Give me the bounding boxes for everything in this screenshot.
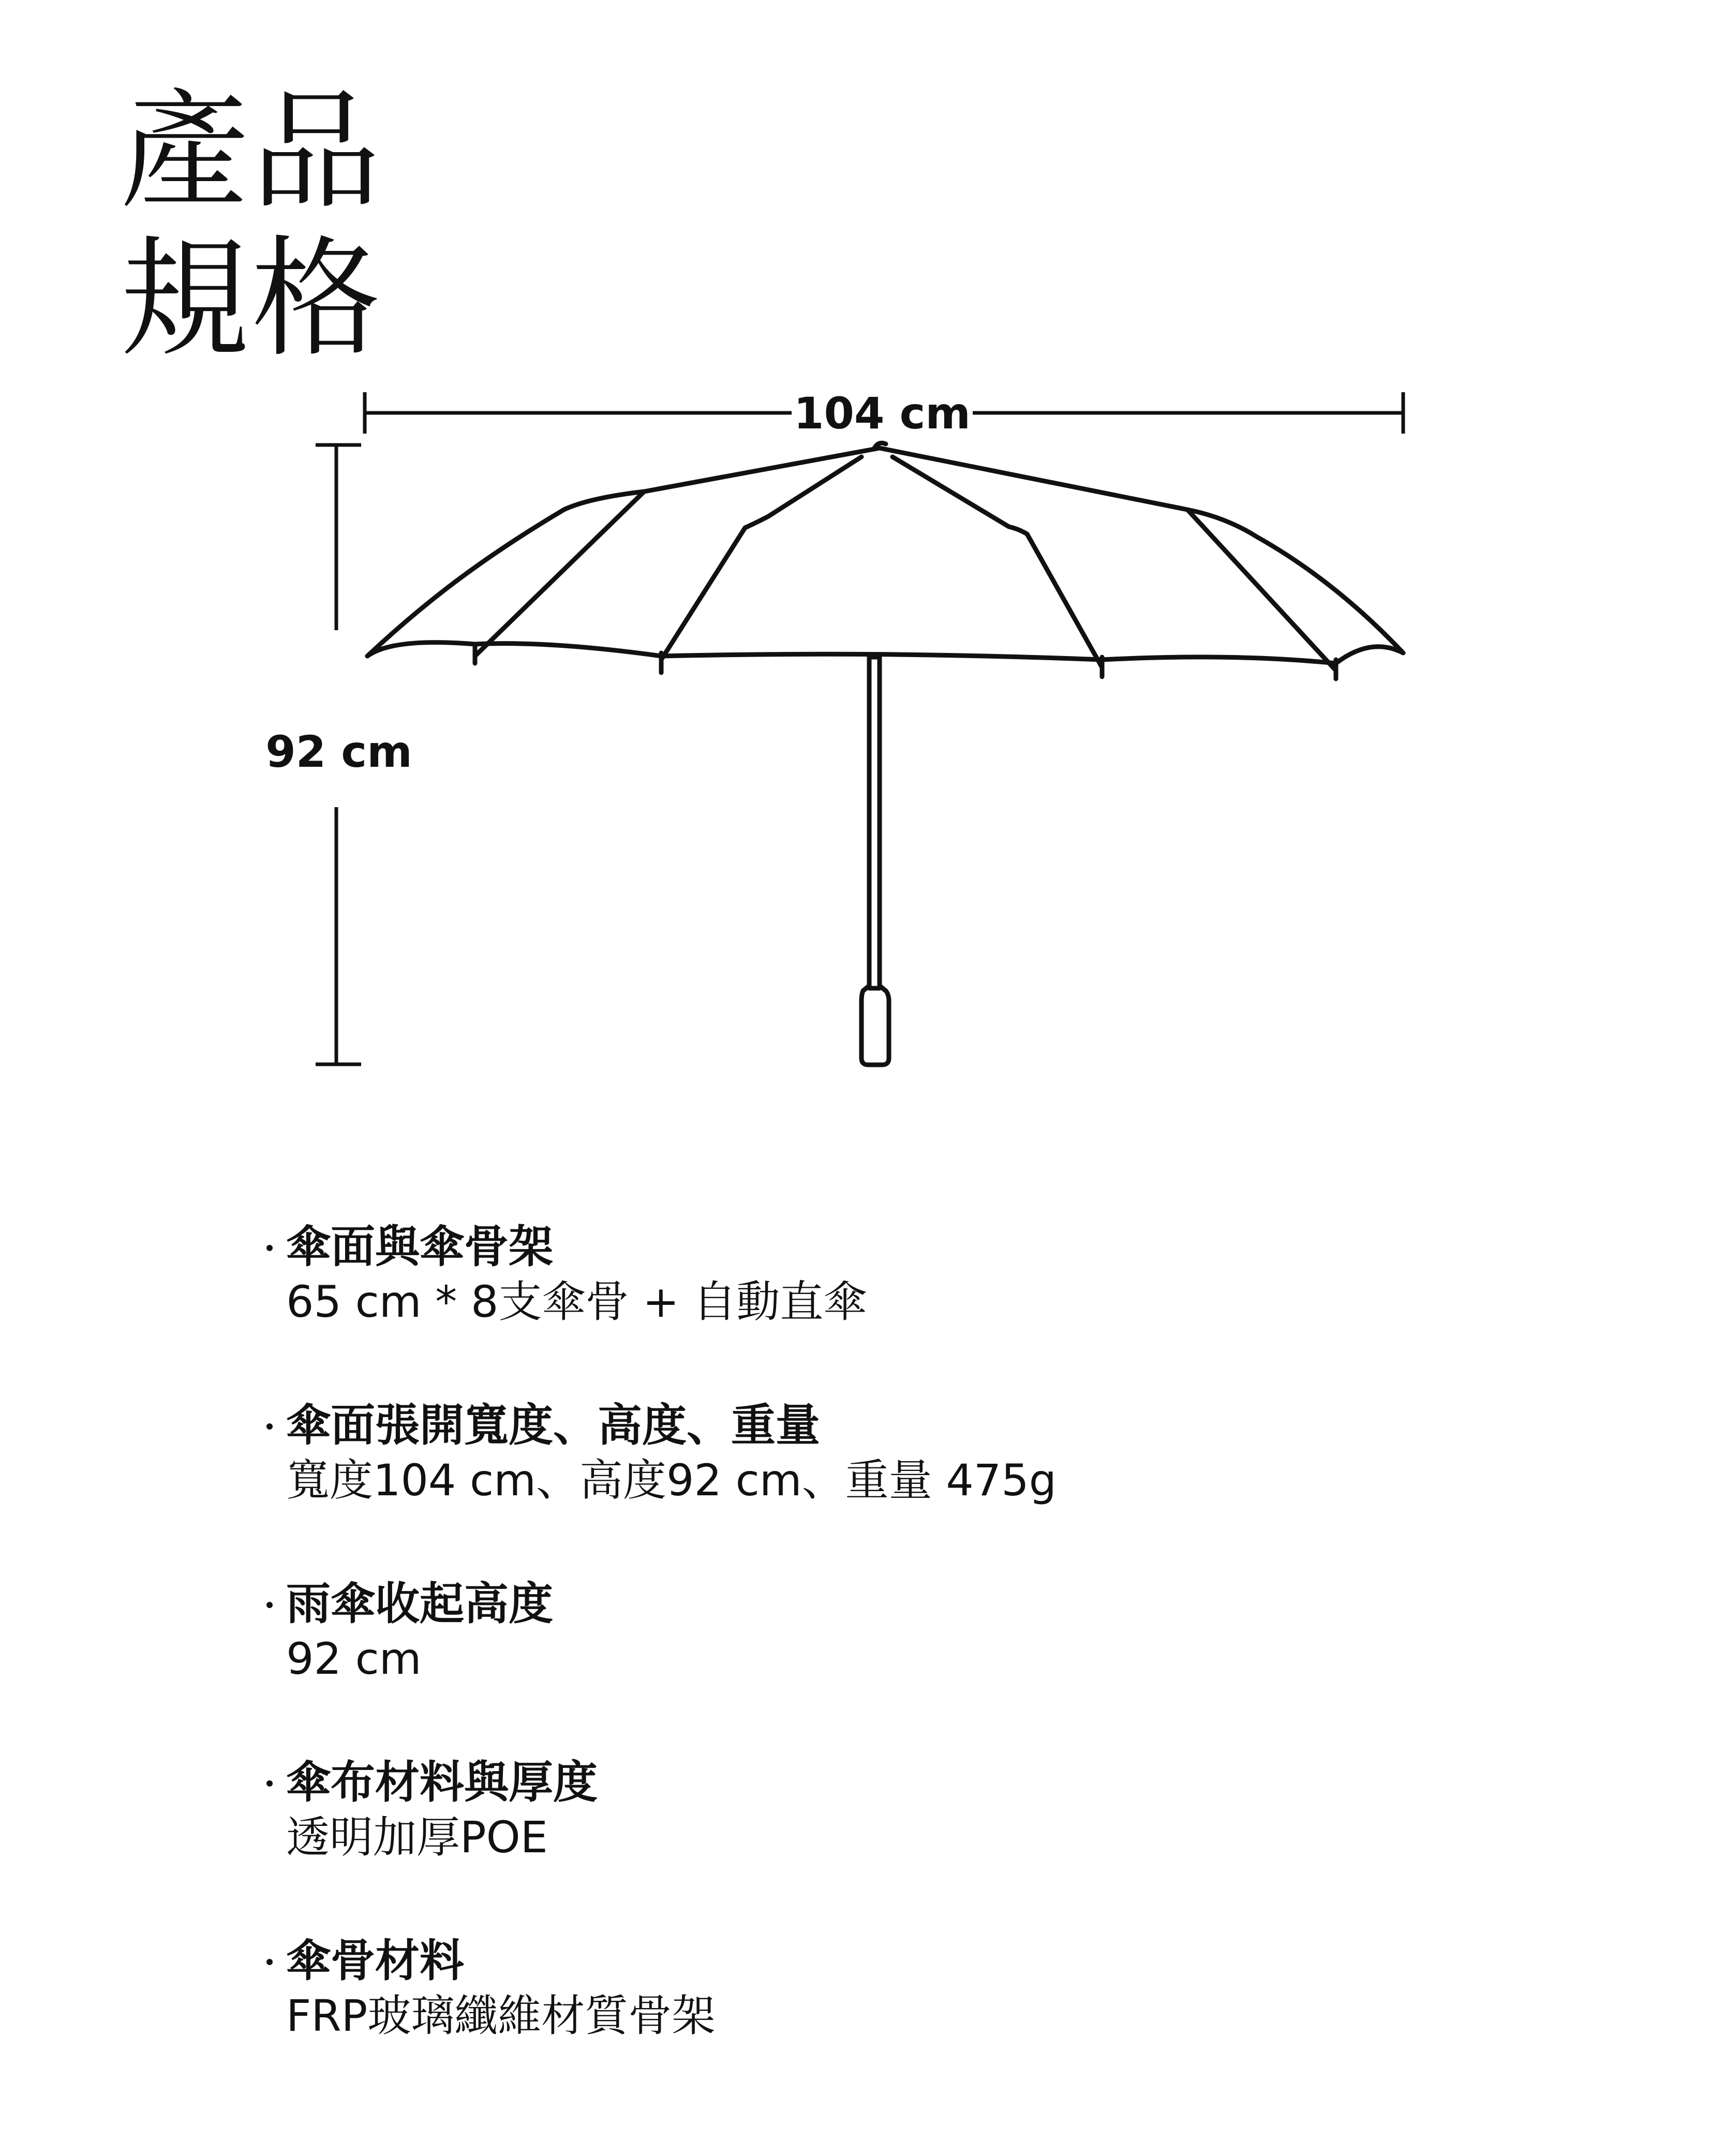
- umbrella-handle: [861, 986, 889, 1065]
- title-line-2: 規格: [120, 224, 383, 374]
- width-label: 104 cm: [794, 388, 971, 439]
- spec-value: 透明加厚POE: [286, 1812, 548, 1863]
- umbrella-canopy: [367, 448, 1403, 656]
- spec-label: 傘面與傘骨架: [266, 1221, 1612, 1273]
- spec-label: 雨傘收起高度: [266, 1578, 1612, 1630]
- umbrella-rib-4: [1187, 510, 1336, 671]
- spec-item: [266, 1757, 1612, 1935]
- umbrella-rib-1: [475, 492, 644, 656]
- spec-item: [266, 1578, 1612, 1757]
- title-line-1: 產品: [120, 76, 383, 227]
- umbrella-rib-2: [661, 457, 861, 660]
- spec-value: FRP玻璃纖維材質骨架: [286, 1990, 716, 2041]
- umbrella-hem: [367, 643, 1403, 663]
- spec-item: [266, 1221, 1612, 1400]
- spec-label: 傘布材料與厚度: [266, 1757, 1612, 1808]
- spec-label: 傘骨材料: [266, 1935, 1612, 1987]
- spec-list: [266, 1221, 1612, 2114]
- spec-value: 92 cm: [286, 1633, 422, 1684]
- umbrella-illustration: [367, 443, 1403, 1065]
- umbrella-shaft: [869, 657, 880, 988]
- spec-value: 65 cm * 8支傘骨 + 自動直傘: [286, 1276, 867, 1327]
- spec-item: [266, 1935, 1612, 2114]
- spec-label: 傘面張開寬度、高度、重量: [266, 1400, 1612, 1451]
- spec-item: [266, 1400, 1612, 1578]
- spec-value: 寬度104 cm、高度92 cm、重量 475g: [286, 1455, 1057, 1506]
- height-label: 92 cm: [265, 726, 412, 777]
